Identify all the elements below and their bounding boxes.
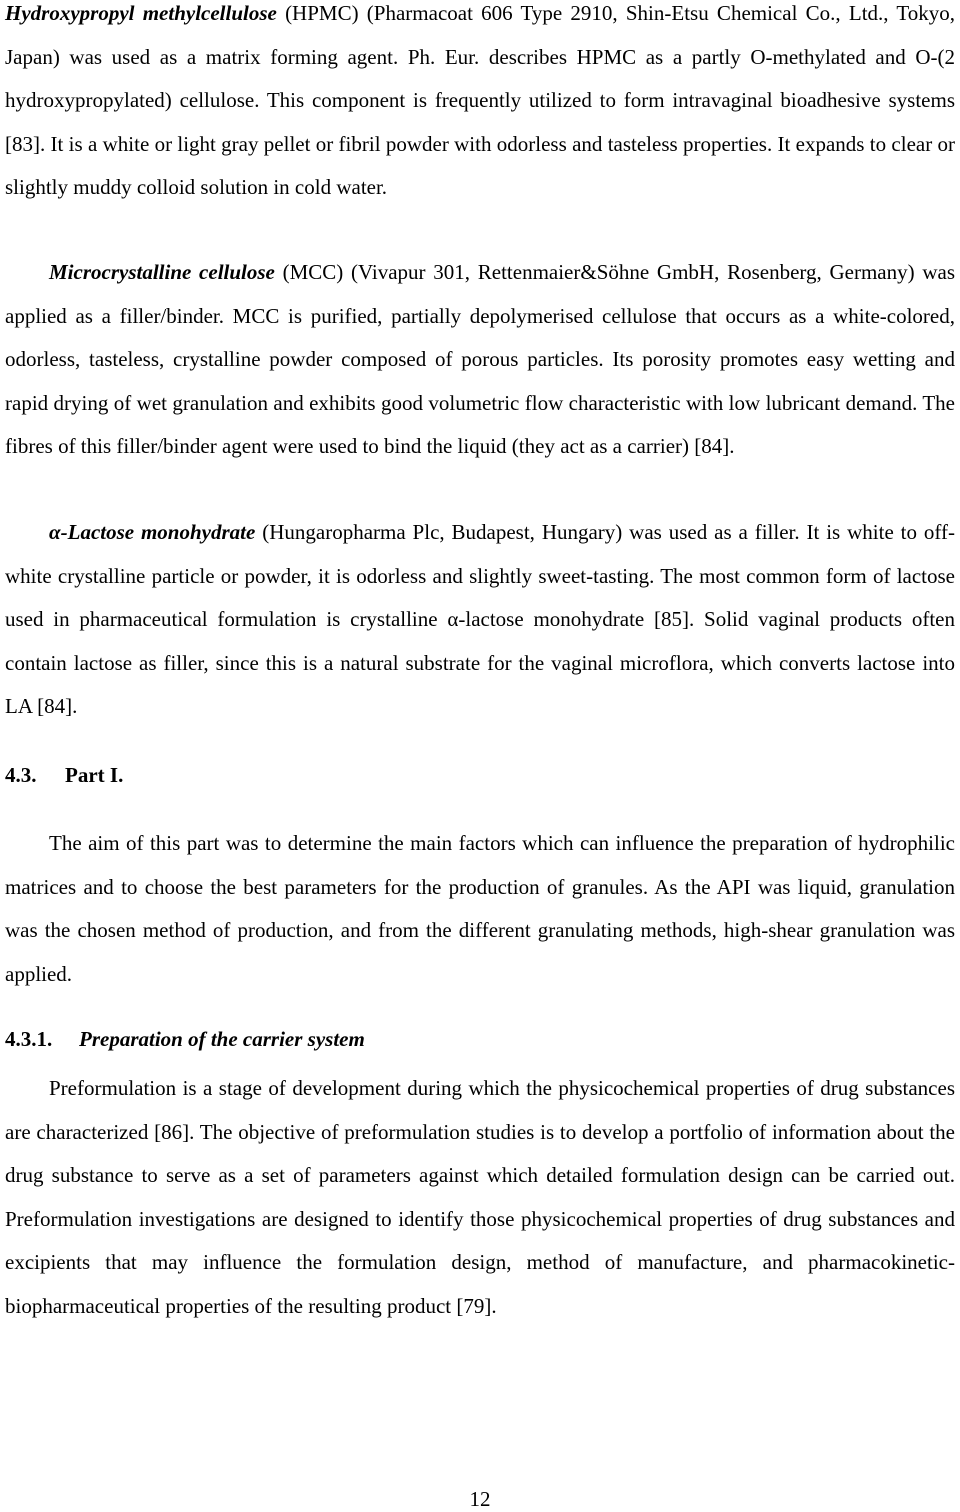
paragraph-hpmc [5, 0, 955, 210]
section-heading-carrier [5, 1024, 365, 1054]
section-title: Part I. [65, 763, 124, 787]
section-number: 4.3. [5, 763, 37, 787]
paragraph-lactose [5, 511, 955, 729]
subsection-number: 4.3.1. [5, 1027, 53, 1051]
paragraph-mcc [5, 251, 955, 469]
term-mcc: Microcrystalline cellulose [49, 260, 275, 284]
term-lactose: α-Lactose monohydrate [49, 520, 256, 544]
subsection-title: Preparation of the carrier system [79, 1027, 365, 1051]
section-heading-part1 [5, 760, 123, 790]
paragraph-lactose-text: (Hungaropharma Plc, Budapest, Hungary) was used as a filler. It is white to off-white crystalline particle or powder, it is odorless and slightly sweet-tasting. The most common form of lactose used in pharmaceutical formulation is crystalline α-lactose monohydrate [85]. Solid vaginal products often contain lactose as filler, since this is a natural substrate for the vaginal microflora, which converts lactose into LA [84]. [5, 520, 955, 718]
page-number: 12 [469, 1487, 491, 1511]
paragraph-mcc-text: (MCC) (Vivapur 301, Rettenmaier&Söhne GmbH, Rosenberg, Germany) was applied as a filler/binder. MCC is purified, partially depolymerised cellulose that occurs as a white-colored, odorless, tasteless, crystalline powder composed of porous particles. Its porosity promotes easy wetting and rapid drying of wet granulation and exhibits good volumetric flow characteristic with low lubricant demand. The fibres of this filler/binder agent were used to bind the liquid (they act as a carrier) [84]. [5, 260, 955, 458]
paragraph-aim: The aim of this part was to determine the main factors which can influence the preparation of hydrophilic matrices and to choose the best parameters for the production of granules. As the API was liquid, granulation was the chosen method of production, and from the different granulating methods, high-shear granulation was applied. [5, 831, 955, 986]
term-hpmc: Hydroxypropyl methylcellulose [5, 1, 277, 25]
paragraph-hpmc-text: (HPMC) (Pharmacoat 606 Type 2910, Shin-Etsu Chemical Co., Ltd., Tokyo, Japan) was used as a matrix forming agent. Ph. Eur. describes HPMC as a partly O-methylated and O-(2 hydroxypropylated) cellulose. This component is frequently utilized to form intravaginal bioadhesive systems [83]. It is a white or light gray pellet or fibril powder with odorless and tasteless properties. It expands to clear or slightly muddy colloid solution in cold water. [5, 1, 955, 199]
paragraph-preformulation: Preformulation is a stage of development during which the physicochemical properties of drug substances are characterized [86]. The objective of preformulation studies is to develop a portfolio of information about the drug substance to serve as a set of parameters against which detailed formulation design can be carried out. Preformulation investigations are designed to identify those physicochemical properties of drug substances and excipients that may influence the formulation design, method of manufacture, and pharmacokinetic-biopharmaceutical properties of the resulting product [79]. [5, 1076, 955, 1318]
